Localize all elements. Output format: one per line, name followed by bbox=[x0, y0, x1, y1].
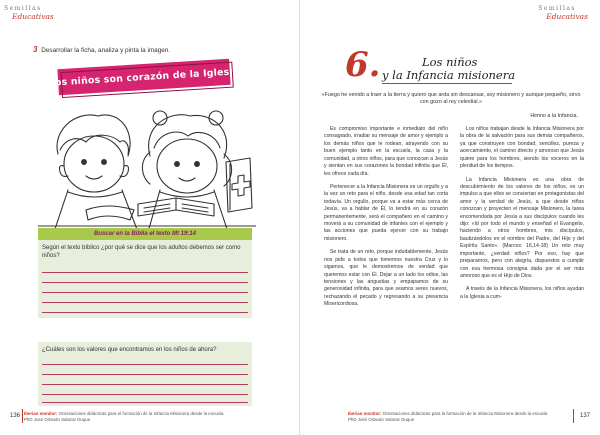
paragraph: A través de la Infancia Misionera, los niños ayudan a la Iglesia a cum- bbox=[460, 286, 584, 300]
title-banner bbox=[48, 59, 240, 95]
page-divider-left bbox=[22, 409, 23, 423]
answer-line[interactable] bbox=[42, 394, 248, 395]
paragraph: Los niños trabajan desde la Infancia Misionera por la obra de la salvación para sus demás compañeros, ya que construyen con bondad, sencillez, pureza y acercamiento, el camino directo y amoroso que Jesús quiere para los hombres, siendo los voceros en la plenitud de los tiempos. bbox=[460, 126, 584, 170]
paragraph: La Infancia Misionera es una obra de descubrimiento de los valores de los niños, es un impulso a que ellos se conviertan en protagonistas del amor y la verdad de Jesús, a que desde niños conozcan y proyecten el mensaje Misionero, la tarea encomendada por Jesús a sus discípulos cuando les dijo: «Id por todo el mundo y enseñad el Evangelio, haciendo a otros hombres, mis discípulos, bautizándolos en el nombre del Padre, del Hijo y del Espíritu Santo». (Marcos: 16,14-18) Un reto muy importante, ¿verdad niños? Por eso, hay que prepararnos, pero con alegría, dispuestos a cumplir con esa hermosa consigna dada por el ser más amoroso que es el Hijo de Dios. bbox=[460, 176, 584, 280]
exercise-instruction bbox=[33, 45, 170, 54]
question-1-text: Según el texto bíblico ¿por qué se dice que los adultos debemos ser como niños? bbox=[42, 245, 241, 260]
text-column-2 bbox=[460, 126, 584, 307]
page-divider-right bbox=[573, 409, 574, 423]
brand-logo-right: Semillas Educativas bbox=[538, 5, 588, 21]
section-number: 6. bbox=[345, 45, 381, 85]
instruction-text: Desarrollar la ficha, analiza y pinta la imagen. bbox=[41, 47, 171, 54]
banner-text: Los niños son corazón de la Iglesia bbox=[48, 65, 240, 89]
answer-line[interactable] bbox=[42, 402, 248, 403]
brand-logo-left: Semillas Educativas bbox=[4, 5, 54, 21]
footer-right: Iberian monitor: Orientaciones didácticas para la formación de la Infancia Misionera desde la escuela PhD José Orlando Salazar Duque bbox=[348, 411, 548, 423]
answer-line[interactable] bbox=[42, 272, 248, 273]
answer-line[interactable] bbox=[42, 312, 248, 313]
answer-line[interactable] bbox=[42, 384, 248, 385]
text-column-1 bbox=[324, 126, 448, 315]
answer-line[interactable] bbox=[42, 374, 248, 375]
paragraph: Pertenecer a la Infancia Misionera es un orgullo y a la vez un reto para el niño, desde esa edad tan corta todavía. Un orgullo, porque va a estar más cerca de Jesús, va a hablar de Él, lo tendrá en su corazón permanentemente, será el compañero en el camino y moverá a su comunidad de infantes con el ejemplo y las acciones que pueda ejercer con su trabajo misionero. bbox=[324, 183, 448, 242]
bible-search-bar bbox=[38, 228, 252, 240]
question-box-1 bbox=[38, 240, 252, 318]
children-coloring-illustration bbox=[38, 92, 256, 232]
section-title: Los niños y la Infancia misionera bbox=[382, 55, 516, 83]
epigraph-quote: «Fuego he venido a traer a la tierra y quiero que arda sin descansar, soy misionero y aunque pequeño, sirvo con gozo al rey celestial.» bbox=[321, 92, 581, 106]
answer-line[interactable] bbox=[42, 302, 248, 303]
bible-search-text: Buscar en la Biblia el texto Mt 19:14 bbox=[93, 231, 197, 237]
right-page bbox=[300, 0, 600, 435]
answer-line[interactable] bbox=[42, 292, 248, 293]
epigraph-source: Himno a la Infancia. bbox=[530, 113, 578, 119]
page-number-right: 137 bbox=[579, 413, 590, 419]
question-box-2 bbox=[38, 342, 252, 406]
page-number-left: 136 bbox=[10, 413, 21, 419]
paragraph: Se trata de un reto, porque indudablemente, Jesús nos pide a todos que tomemos nuestra Cruz y lo sigamos, que le demostremos de verdad que queremos estar con Él. Dejar a un lado los odios, las tensiones y las angustias y empapamos de su generosidad infinita, para que seamos seres nuevos, rechazando el pecado y regresando a su presencia Misericordiosa. bbox=[324, 249, 448, 308]
exercise-number: 3 bbox=[33, 45, 38, 54]
answer-line[interactable] bbox=[42, 282, 248, 283]
answer-line[interactable] bbox=[42, 364, 248, 365]
footer-left: Iberian monitor: Orientaciones didácticas para el formación de la Infancia Misionera desde la escuela PhD José Orlando Salazar Duque bbox=[24, 411, 224, 423]
paragraph: Es compromiso importante e inmediato del niño consagrado, irradiar su mensaje de amor y ejemplo a los demás niños que le rodean, atrayendo con su buen ejemplo tanto en la escuela, la casa y la comunidad, a otros niños, para que conozcan a Jesús y sientan en sus corazones la bondad infinita que Él, les ofrece cada día. bbox=[324, 126, 448, 177]
question-2-text: ¿Cuáles son los valores que encontramos en los niños de ahora? bbox=[42, 347, 217, 353]
title-rule bbox=[382, 83, 512, 84]
